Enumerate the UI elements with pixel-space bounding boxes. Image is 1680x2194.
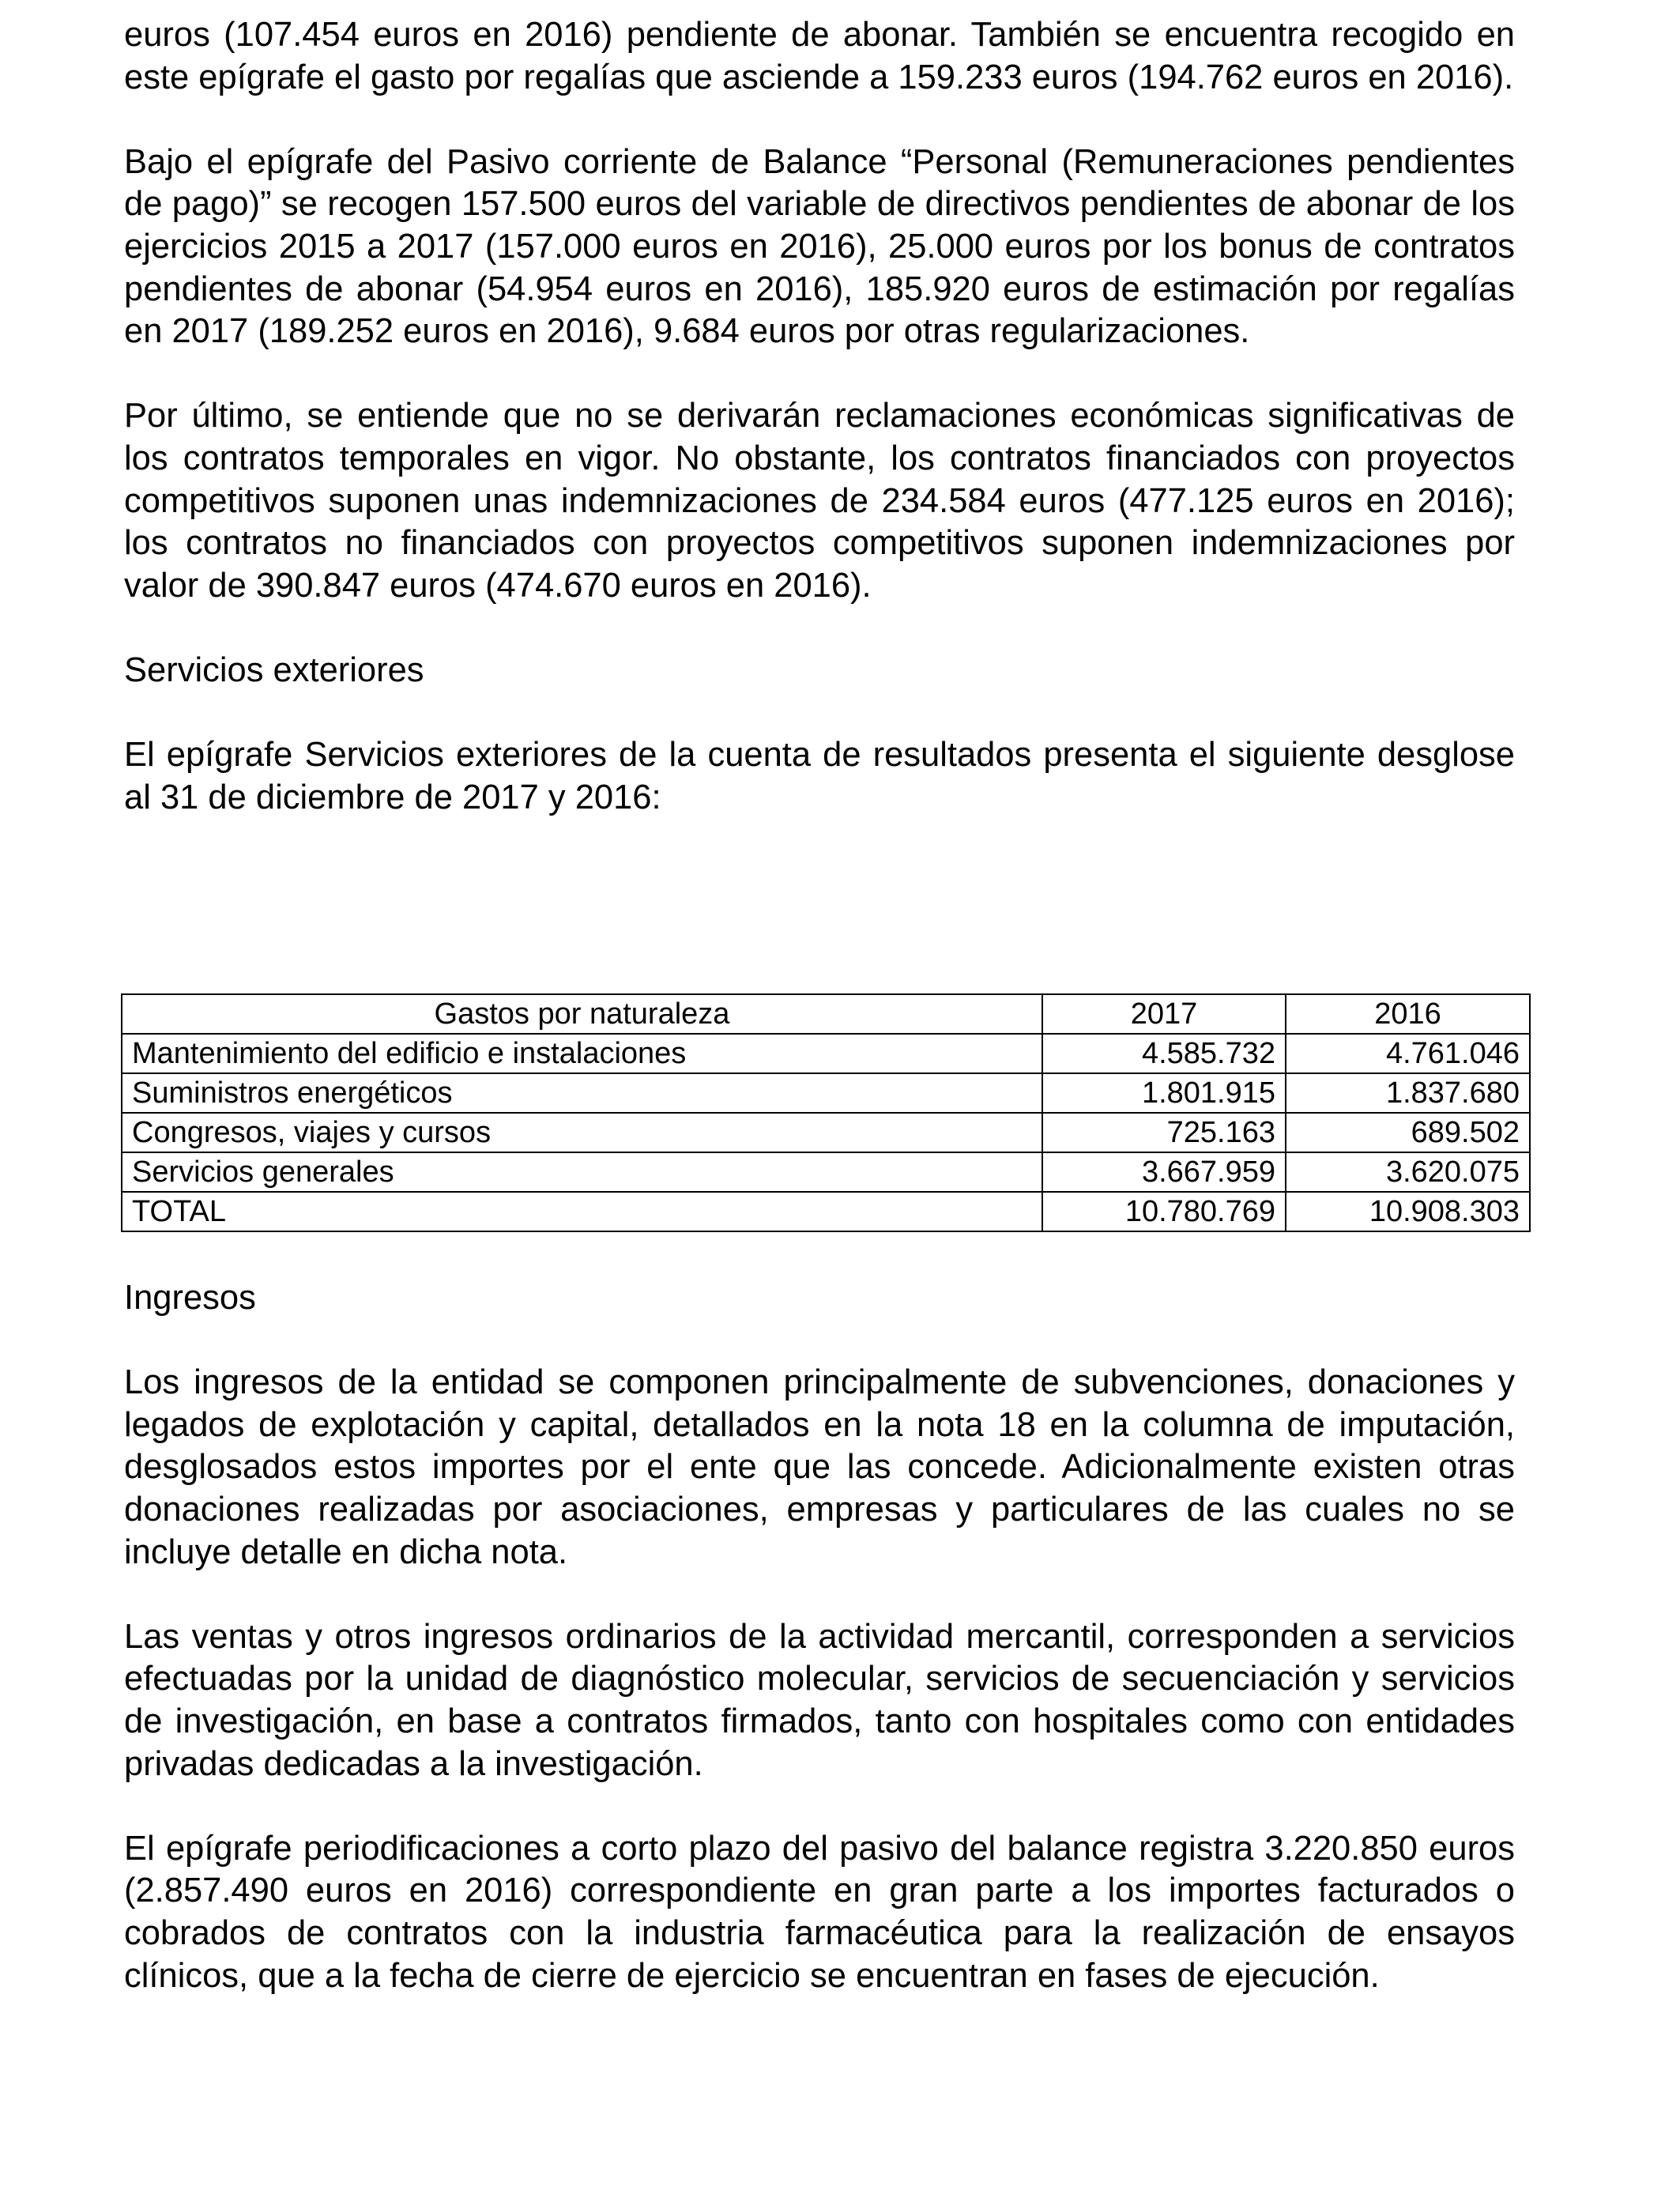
column-header-2016: 2016 (1286, 994, 1530, 1034)
total-2017: 10.780.769 (1042, 1192, 1286, 1231)
table-row (122, 1113, 1530, 1152)
value-2016: 689.502 (1286, 1113, 1530, 1152)
row-label: Servicios generales (122, 1152, 1042, 1192)
gastos-table (121, 993, 1531, 1232)
paragraph-servicios-intro: El epígrafe Servicios exteriores de la cuenta de resultados presenta el siguiente desglose al 31 de diciembre de 2017 y 2016: (124, 736, 1515, 816)
table-row (122, 1034, 1530, 1073)
total-2016: 10.908.303 (1286, 1192, 1530, 1231)
document-page-lower (124, 1277, 1515, 1997)
column-header-gastos: Gastos por naturaleza (122, 994, 1042, 1034)
value-2017: 725.163 (1042, 1113, 1286, 1152)
paragraph-regalias: euros (107.454 euros en 2016) pendiente de abonar. También se encuentra recogido en este epígrafe el gasto por regalías que asciende a 159.233 euros (194.762 euros en 2016). (124, 16, 1515, 96)
paragraph-indemnizaciones: Por último, se entiende que no se derivarán reclamaciones económicas significativas de los contratos temporales en vigor. No obstante, los contratos financiados con proyectos competitivos suponen unas indemnizaciones de 234.584 euros (477.125 euros en 2016); los contratos no financiados con proyectos competitivos suponen indemnizaciones por valor de 390.847 euros (474.670 euros en 2016). (124, 397, 1515, 605)
paragraph-periodificaciones: El epígrafe periodificaciones a corto plazo del pasivo del balance registra 3.220.850 euros (2.857.490 euros en 2016) correspondiente en gran parte a los importes facturados o cobrados de contratos con la industria farmacéutica para la realización de ensayos clínicos, que a la fecha de cierre de ejercicio se encuentran en fases de ejecución. (124, 1829, 1515, 1995)
paragraph-personal-remuneraciones: Bajo el epígrafe del Pasivo corriente de Balance “Personal (Remuneraciones pendientes de pago)” se recogen 157.500 euros del variable de directivos pendientes de abonar de los ejercicios 2015 a 2017 (157.000 euros en 2016), 25.000 euros por los bonus de contratos pendientes de abonar (54.954 euros en 2016), 185.920 euros de estimación por regalías en 2017 (189.252 euros en 2016), 9.684 euros por otras regularizaciones. (124, 142, 1515, 351)
value-2017: 4.585.732 (1042, 1034, 1286, 1073)
value-2017: 3.667.959 (1042, 1152, 1286, 1192)
row-label-total: TOTAL (122, 1192, 1042, 1231)
document-page (124, 14, 1515, 819)
column-header-2017: 2017 (1042, 994, 1286, 1034)
value-2016: 1.837.680 (1286, 1073, 1530, 1113)
table-row (122, 1073, 1530, 1113)
row-label: Congresos, viajes y cursos (122, 1113, 1042, 1152)
row-label: Mantenimiento del edificio e instalaciones (122, 1034, 1042, 1073)
paragraph-ingresos-subvenciones: Los ingresos de la entidad se componen principalmente de subvenciones, donaciones y legados de explotación y capital, detallados en la nota 18 en la columna de imputación, desglosados estos importes por el ente que las concede. Adicionalmente existen otras donaciones realizadas por asociaciones, empresas y particulares de las cuales no se incluye detalle en dicha nota. (124, 1363, 1515, 1571)
table-total-row (122, 1192, 1530, 1231)
heading-servicios-exteriores: Servicios exteriores (124, 650, 424, 689)
row-label: Suministros energéticos (122, 1073, 1042, 1113)
table-header-row (122, 994, 1530, 1034)
heading-ingresos: Ingresos (124, 1279, 256, 1317)
value-2017: 1.801.915 (1042, 1073, 1286, 1113)
value-2016: 4.761.046 (1286, 1034, 1530, 1073)
table-row (122, 1152, 1530, 1192)
paragraph-ventas: Las ventas y otros ingresos ordinarios de la actividad mercantil, corresponden a servicios efectuadas por la unidad de diagnóstico molecular, servicios de secuenciación y servicios de investigación, en base a contratos firmados, tanto con hospitales como con entidades privadas dedicadas a la investigación. (124, 1617, 1515, 1783)
value-2016: 3.620.075 (1286, 1152, 1530, 1192)
